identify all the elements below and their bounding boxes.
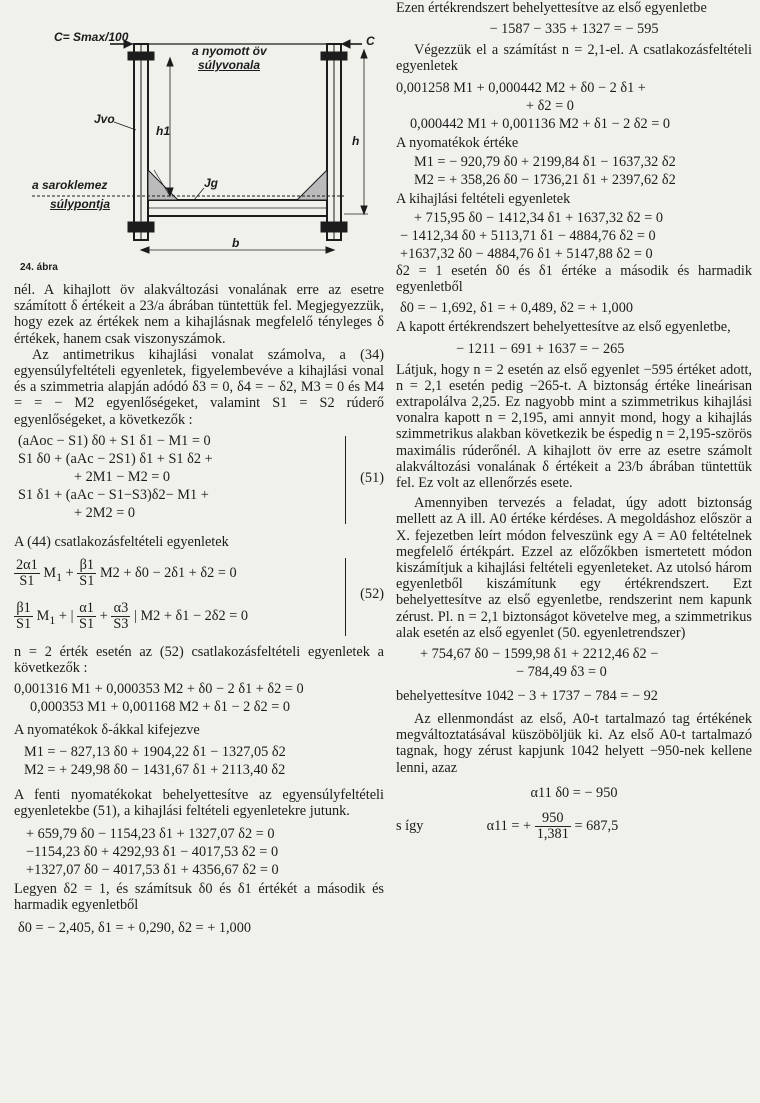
- label-jvo: Jvo: [94, 112, 115, 126]
- frac-beta1-s1-b: $\frac{\beta 1}{S1}$: [16, 600, 32, 633]
- right-paragraph-2: Végezzük el a számítást n = 2,1-el. A csatlakozásfeltételi egyenletek: [396, 42, 752, 75]
- eq-r10: α11 δ0 = − 950: [530, 784, 618, 801]
- eq-r2-line-3: 0,000442 M1 + 0,001136 M2 + δ1 − 2 δ2 = 0: [410, 115, 671, 132]
- eq-r11-rhs: = 687,5: [574, 817, 619, 834]
- frac-alpha3-s3: $\frac{\alpha 3}{S3}$: [113, 600, 129, 633]
- eq-r8-line-1: + 754,67 δ0 − 1599,98 δ1 + 2212,46 δ2 −: [420, 646, 659, 663]
- label-b: b: [232, 236, 240, 250]
- figure-24: [14, 0, 384, 282]
- eqB-line-2: M2 = + 249,98 δ0 − 1431,67 δ1 + 2113,40 δ2: [24, 761, 286, 778]
- eqC-line-1: + 659,79 δ0 − 1154,23 δ1 + 1327,07 δ2 = 0: [26, 826, 275, 843]
- right-paragraph-4: A kihajlási feltételi egyenletek: [396, 190, 571, 207]
- eq-r1: − 1587 − 335 + 1327 = − 595: [489, 21, 659, 38]
- equation-system-52: [14, 552, 384, 640]
- right-paragraph-7: Látjuk, hogy n = 2 esetén az első egyenlet −595 értéket adott, n = 2,1 esetén pedig −265-t. A biztonság értéke lineárisan extrapolálva 2,25. Ez nagyobb mint a szimmetrikus kihajlási vonalra kapott n = 2,195, ami annyit mond, hogy a kihajlás szimmetrikus alakban következik be éspedig n = 2,195-szörös maximális rúderőnél. A kihajlott öv erre az esetre számolt alakváltozási vonalának δ értékeit a 23/b ábrában tüntettük fel. Ez volt az ellenőrzés esete.: [396, 361, 752, 492]
- equation-number-51: (51): [360, 469, 384, 486]
- left-column: [14, 0, 384, 937]
- eqA-line-1: 0,001316 M1 + 0,000353 M2 + δ0 − 2 δ1 + δ2 = 0: [14, 681, 304, 698]
- eqA-line-2: 0,000353 M1 + 0,001168 M2 + δ1 − 2 δ2 = 0: [30, 699, 291, 716]
- eq-r9: behelyettesítve 1042 − 3 + 1737 − 784 = − 92: [396, 688, 658, 705]
- right-paragraph-5: δ2 = 1 esetén δ0 és δ1 értéke a második és harmadik egyenletből: [396, 263, 752, 296]
- equation-number-52: (52): [360, 586, 384, 603]
- eq52-line-1-rest: M2 + δ0 − 2δ1 + δ2 = 0: [99, 565, 237, 582]
- eq51-line-2: S1 δ0 + (aAc − 2S1) δ1 + S1 δ2 +: [18, 450, 213, 467]
- eq-r4-line-3: +1637,32 δ0 − 4884,76 δ1 + 5147,88 δ2 = 0: [400, 246, 653, 263]
- right-paragraph-1: Ezen értékrendszert behelyettesítve az első egyenletbe: [396, 0, 707, 16]
- left-paragraph-1: nél. A kihajlott öv alakváltozási vonalának erre az esetre számított δ értékeit a 23/a ábrában tüntettük fel. Megjegyezzük, hogy ezek az értékek nem a kihajlásnak megfelelő tényleges δ értékek, hanem csak viszonyszámok.: [14, 282, 384, 347]
- eq-r3-line-2: M2 = + 358,26 δ0 − 1736,21 δ1 + 2397,62 δ2: [414, 171, 676, 188]
- label-h: h: [352, 134, 360, 148]
- eq-r4-line-2: − 1412,34 δ0 + 5113,71 δ1 − 4884,76 δ2 = 0: [400, 228, 656, 245]
- eqD: δ0 = − 2,405, δ1 = + 0,290, δ2 = + 1,000: [18, 920, 252, 937]
- equation-system-51: [14, 432, 384, 528]
- eq-r4-line-1: + 715,95 δ0 − 1412,34 δ1 + 1637,32 δ2 = 0: [414, 210, 664, 227]
- brace-52: [345, 558, 346, 636]
- eq-r11-lhs: α11 = +: [486, 817, 532, 834]
- eq51-line-5: + 2M2 = 0: [74, 504, 136, 521]
- eq-r2-line-2: + δ2 = 0: [526, 97, 574, 114]
- left-paragraph-4: n = 2 érték esetén az (52) csatlakozásfeltételi egyenletek a következők :: [14, 644, 384, 677]
- left-paragraph-3: A (44) csatlakozásfeltételi egyenletek: [14, 533, 229, 550]
- right-paragraph-3: A nyomatékok értéke: [396, 134, 519, 151]
- eq-r2-line-1: 0,001258 M1 + 0,000442 M2 + δ0 − 2 δ1 +: [396, 79, 646, 96]
- right-column: [396, 0, 752, 846]
- label-nyomott-ov: a nyomott öv: [192, 44, 267, 58]
- eqC-line-3: +1327,07 δ0 − 4017,53 δ1 + 4356,67 δ2 = 0: [26, 862, 279, 879]
- frac-alpha1-s1: $\frac{\alpha 1}{S1}$: [79, 600, 95, 633]
- eq-r11: [396, 806, 752, 846]
- label-sulypontja: súlypontja: [50, 197, 111, 211]
- label-sulyvonala: súlyvonala: [198, 58, 261, 72]
- eqB-line-1: M1 = − 827,13 δ0 + 1904,22 δ1 − 1327,05 δ2: [24, 743, 286, 760]
- frac-2alpha1-s1: $\frac{2\alpha 1}{S1}$: [16, 557, 38, 590]
- figure-caption: 24. ábra: [20, 262, 58, 273]
- eq-r5: δ0 = − 1,692, δ1 = + 0,489, δ2 = + 1,000: [400, 300, 634, 317]
- label-c-right: C: [366, 34, 375, 48]
- eq51-line-1: (aAoc − S1) δ0 + S1 δ1 − M1 = 0: [18, 432, 211, 449]
- right-paragraph-9: Az ellenmondást az első, A0-t tartalmazó tag értékének megváltoztatásával küszöböljük ki. Az első A0-t tartalmazó tagnak, hogy zérust kapjunk 1042 helyett −950-nek kellene lenni, azaz: [396, 711, 752, 776]
- brace-51: [345, 436, 346, 524]
- left-paragraph-5: A nyomatékok δ-ákkal kifejezve: [14, 722, 200, 739]
- left-paragraph-6: A fenti nyomatékokat behelyettesítve az egyensúlyfeltételi egyenletekbe (51), a kihajlási feltételi egyenletekre jutunk.: [14, 786, 384, 819]
- label-h1: h1: [156, 124, 171, 138]
- eq-r6: − 1211 − 691 + 1637 = − 265: [456, 340, 625, 357]
- eq-r8-line-2: − 784,49 δ3 = 0: [516, 664, 607, 681]
- eq-r3-line-1: M1 = − 920,79 δ0 + 2199,84 δ1 − 1637,32 δ2: [414, 153, 676, 170]
- eq51-line-4: S1 δ1 + (aAc − S1−S3)δ2− M1 +: [18, 486, 209, 503]
- right-paragraph-8: Amennyiben tervezés a feladat, úgy adott biztonság mellett az A ill. A0 értéke kérdéses. A megoldáshoz először a X. fejezetben leírt módon felveszünk egy A = A0 feltételnek megfelelő értékpárt. Ezzel az előzőkben ismertetett módon kiszámítjuk a kihajlási feltételi egyenleteket. Az utolsó három egyenletből kiszámítunk egy értékrendszert. Ezt behelyettesítve az első egyenletbe, rendszerint nem kapunk zérust. Pl. n = 2,1 biztonságot követelve meg, a szimmetrikus alak esetén az első egyenlet (50. egyenletrendszer): [396, 495, 752, 641]
- eq51-line-3: + 2M1 − M2 = 0: [74, 468, 171, 485]
- left-paragraph-2: Az antimetrikus kihajlási vonalat számolva, a (34) egyensúlyfeltételi egyenletek, figyelembevéve a kihajlási vonal és a szimmetria alapján adódó δ3 = 0, δ4 = − δ2, M3 = 0 és M4 = = − M2 egyenlőségeket, valamint S1 = S2 rúderő egyenlőségeket, a következők :: [14, 346, 384, 428]
- eq52-line-2-rest: M2 + δ1 − 2δ2 = 0: [140, 608, 249, 625]
- frac-beta1-s1: $\frac{\beta 1}{S1}$: [79, 557, 95, 590]
- eq52-line-2: $\frac{\beta 1}{S1}$ $M_1$ + | $\frac{\alpha 1}{S1}$ + $\frac{\alpha 3}{S3}$ | M2 + δ1 − 2δ2 = 0: [16, 600, 249, 633]
- left-paragraph-7: Legyen δ2 = 1, és számítsuk δ0 és δ1 értékét a második és harmadik egyenletből: [14, 881, 384, 914]
- eq52-line-1: $\frac{2\alpha 1}{S1}$ $M_1$ + $\frac{\beta 1}{S1}$ M2 + δ0 − 2δ1 + δ2 = 0: [16, 557, 237, 590]
- eqC-line-2: −1154,23 δ0 + 4292,93 δ1 − 4017,53 δ2 = 0: [26, 844, 279, 861]
- label-jg: Jg: [204, 176, 219, 190]
- right-paragraph-6: A kapott értékrendszert behelyettesítve az első egyenletbe,: [396, 319, 731, 336]
- frac-950-1381: $\frac{950}{1,381}$: [536, 810, 569, 843]
- eq-r11-pre: s így: [396, 817, 424, 834]
- label-smax: C= Smax/100: [54, 30, 129, 44]
- label-saroklemez: a saroklemez: [32, 178, 108, 192]
